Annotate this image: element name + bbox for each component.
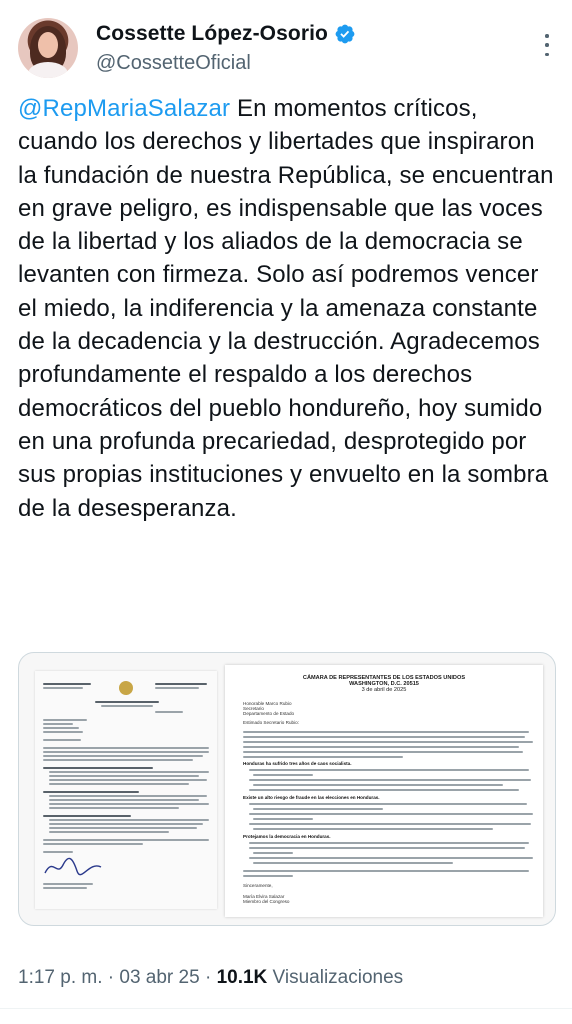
letter-salutation: Estimado Secretario Rubio: <box>243 720 299 725</box>
separator-dot: · <box>199 967 217 988</box>
letter-recipient-dept: Departamento de Estado <box>243 711 295 716</box>
avatar-face <box>38 32 58 58</box>
letter-title: CÁMARA DE REPRESENTANTES DE LOS ESTADOS UNIDOS <box>302 675 466 681</box>
letter-recipient-title: Secretario <box>243 706 264 711</box>
tweet-media-image[interactable] <box>18 652 556 926</box>
letter-date: 3 de abril de 2025 <box>361 687 407 693</box>
letter-city: WASHINGTON, D.C. 20515 <box>349 681 419 687</box>
tweet-time[interactable]: 1:17 p. m. <box>18 967 103 988</box>
author-name[interactable]: Cossette López-Osorio <box>96 22 328 45</box>
letter-signer: María Elvira Salazar <box>243 894 285 899</box>
divider <box>0 1008 572 1009</box>
author-name-row[interactable] <box>96 22 356 46</box>
letter-section-1: Honduras ha sufrido tres años de caos socialista. <box>243 761 352 766</box>
verified-badge-icon <box>334 23 356 45</box>
letter-section-2: Existe un alto riesgo de fraude en las elecciones en Honduras. <box>243 795 380 800</box>
letter-closing: Sinceramente, <box>243 883 273 888</box>
avatar[interactable] <box>18 18 78 78</box>
tweet-body: En momentos críticos, cuando los derechos y libertades que inspiraron la fundación de nuestra República, se encuentran en grave peligro, es indispensable que las voces de la libertad y los aliados de la democracia se levanten con firmeza. Solo así podremos vencer el miedo, la indiferencia y la amenaza constante de la decadencia y la destrucción. Agradecemos profundamente el respaldo a los derechos democráticos del pueblo hondureño, hoy sumido en una profunda precariedad, desprotegido por sus propias instituciones y envuelto en la sombra de la desesperanza. <box>18 95 554 522</box>
signature-image <box>43 855 103 879</box>
letter-page-spanish <box>225 665 543 917</box>
tweet-header <box>18 18 558 88</box>
letter-page-english <box>35 671 217 909</box>
mention-link[interactable]: @RepMariaSalazar <box>18 95 231 122</box>
tweet-date[interactable]: 03 abr 25 <box>119 967 200 988</box>
separator-dot: · <box>102 967 120 988</box>
more-options-icon[interactable] <box>542 34 552 56</box>
tweet-footer <box>18 967 403 989</box>
congress-seal-icon <box>119 681 133 695</box>
views-label: Visualizaciones <box>267 967 404 988</box>
tweet-text <box>18 92 558 525</box>
author-handle[interactable]: @CossetteOficial <box>96 52 251 74</box>
letter-section-3: Protejamos la democracia en Honduras. <box>243 834 331 839</box>
letter-signer-title: Miembro del Congreso <box>243 899 290 904</box>
views-count[interactable]: 10.1K <box>216 967 268 988</box>
letter-recipient-name: Honorable Marco Rubio <box>243 701 292 706</box>
